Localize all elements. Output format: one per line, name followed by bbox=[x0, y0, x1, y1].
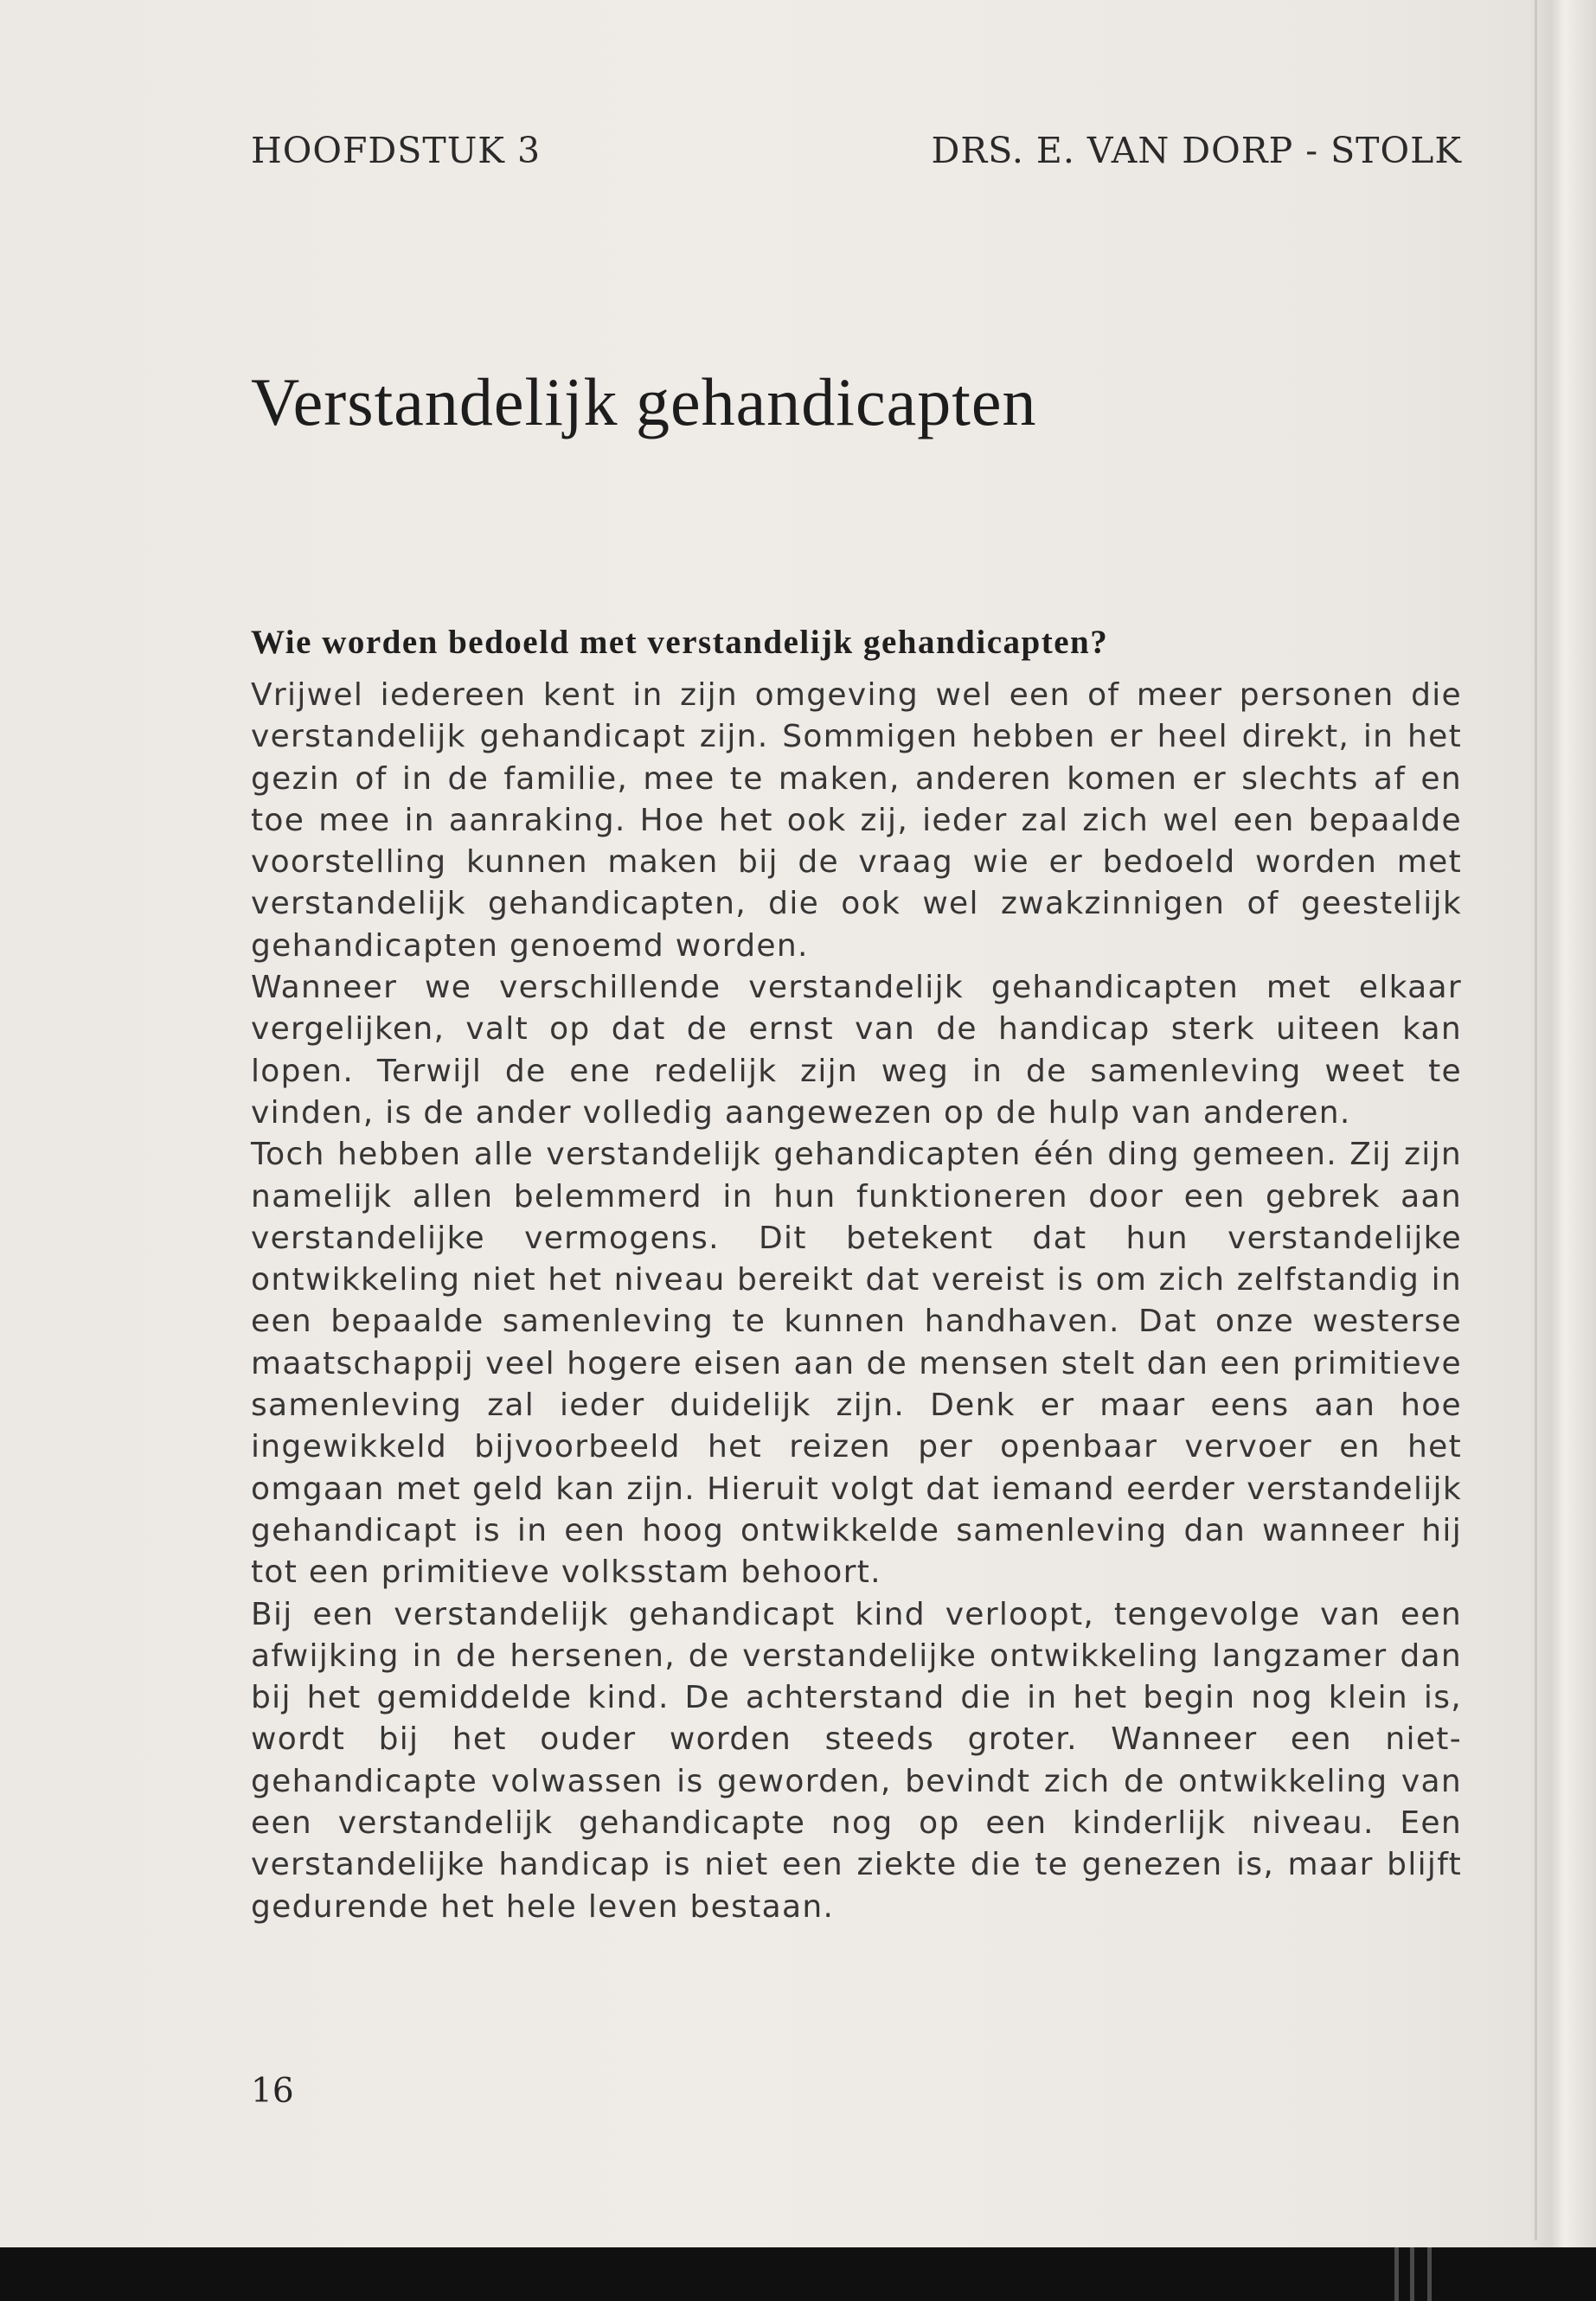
page-edge-shadow bbox=[1527, 0, 1596, 2301]
paragraph: Bij een verstandelijk gehandicapt kind verloopt, tengevolge van een afwijking in de hersenen, de verstandelijke ontwikkeling langzamer dan bij het gemiddelde kind. De achterstand die in het begin nog klein is, wordt bij het ouder worden steeds groter. Wanneer een niet-gehandicapte volwassen is geworden, bevindt zich de ontwikkeling van een verstandelijk gehandicapte nog op een kinderlijk niveau. Een verstandelijke handicap is niet een ziekte die te genezen is, maar blijft gedurende het hele leven bestaan. bbox=[251, 1596, 1462, 1925]
border-gap bbox=[1394, 2247, 1399, 2301]
running-header bbox=[251, 130, 1462, 182]
body-text bbox=[251, 675, 1462, 1928]
paragraph: Toch hebben alle verstandelijk gehandicapten één ding gemeen. Zij zijn namelijk allen belemmerd in hun funktioneren door een gebrek aan verstandelijke vermogens. Dit betekent dat hun verstandelijke ontwikkeling niet het niveau bereikt dat vereist is om zich zelfstandig in een bepaalde samenleving te kunnen handhaven. Dat onze westerse maatschappij veel hogere eisen aan de mensen stelt dan een primitieve samenleving zal ieder duidelijk zijn. Denk er maar eens aan hoe ingewikkeld bijvoorbeeld het reizen per openbaar vervoer en het omgaan met geld kan zijn. Hieruit volgt dat iemand eerder verstandelijk gehandicapt is in een hoog ontwikkelde samenleving dan wanneer hij tot een primitieve volksstam behoort. bbox=[251, 1137, 1462, 1591]
chapter-title: Verstandelijk gehandicapten bbox=[251, 364, 1037, 439]
page-number: 16 bbox=[251, 2072, 294, 2111]
border-gap bbox=[1427, 2247, 1432, 2301]
page-edge-line bbox=[1535, 0, 1537, 2240]
chapter-label: HOOFDSTUK 3 bbox=[251, 130, 542, 171]
author-label: DRS. E. VAN DORP - STOLK bbox=[931, 130, 1462, 171]
section-heading: Wie worden bedoeld met verstandelijk gehandicapten? bbox=[251, 624, 1109, 661]
border-gap bbox=[1410, 2247, 1414, 2301]
paragraph: Vrijwel iedereen kent in zijn omgeving wel een of meer personen die verstandelijk gehandicapt zijn. Sommigen hebben er heel direkt, in het gezin of in de familie, mee te maken, anderen komen er slechts af en toe mee in aanraking. Hoe het ook zij, ieder zal zich wel een bepaalde voorstelling kunnen maken bij de vraag wie er bedoeld worden met verstandelijk gehandicapten, die ook wel zwakzinnigen of geestelijk gehandicapten genoemd worden. bbox=[251, 677, 1462, 964]
paragraph: Wanneer we verschillende verstandelijk gehandicapten met elkaar vergelijken, valt op dat de ernst van de handicap sterk uiteen kan lopen. Terwijl de ene redelijk zijn weg in de samenleving weet te vinden, is de ander volledig aangewezen op de hulp van anderen. bbox=[251, 970, 1462, 1131]
scan-bottom-border bbox=[0, 2247, 1596, 2301]
